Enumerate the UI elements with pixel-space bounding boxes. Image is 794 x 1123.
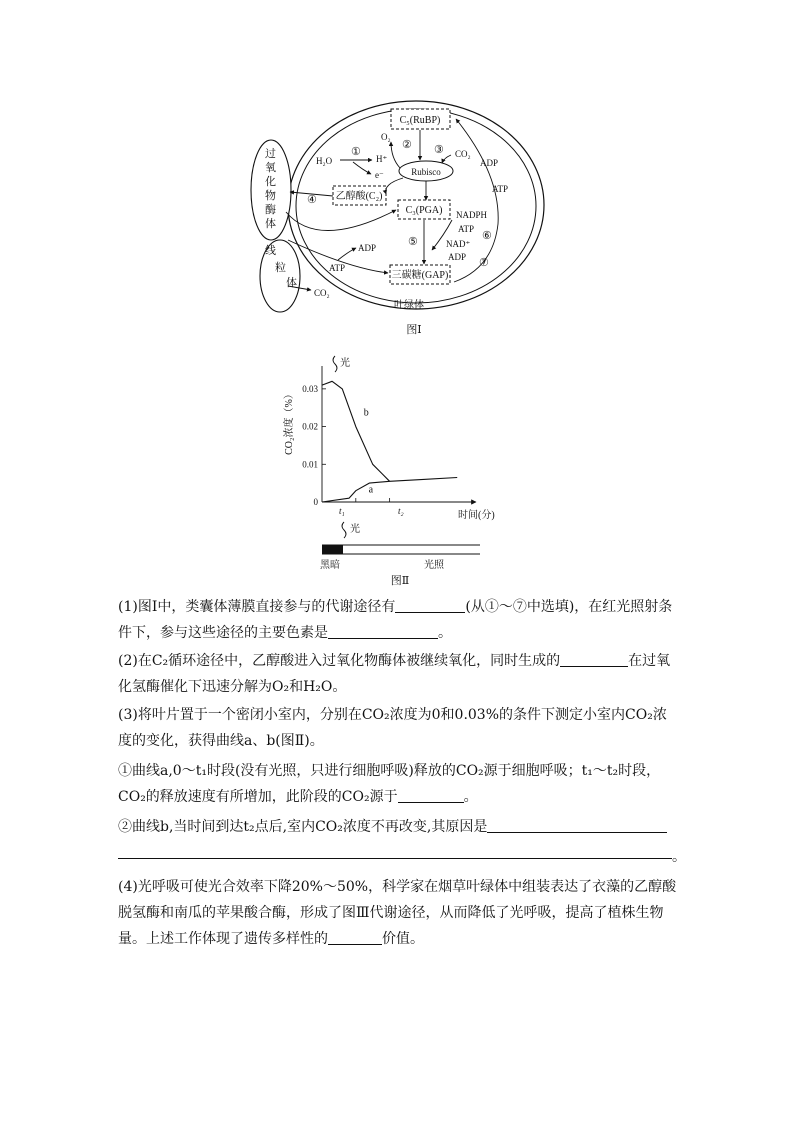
y-tick-label: 0.01 <box>302 459 318 470</box>
mito-char-1: 线 <box>265 245 276 257</box>
t2-label: t₂ <box>398 506 404 516</box>
q3-2-text: ②曲线b,当时间到达t₂点后,室内CO₂浓度不再改变,其原因是 <box>118 819 488 835</box>
y-tick-label: 0.02 <box>302 421 318 432</box>
h2o-label: H₂O <box>316 156 333 166</box>
chart-plot-area <box>302 366 476 507</box>
dark-label: 黑暗 <box>320 560 340 571</box>
step-5-label: ⑤ <box>408 236 418 248</box>
step-2-label: ② <box>402 139 412 151</box>
nadph-label: NADPH <box>456 210 488 220</box>
figure-2-caption: 图Ⅱ <box>390 575 410 587</box>
rubp-label: C₅(RuBP) <box>399 115 441 126</box>
nadplus-label: NAD⁺ <box>446 239 471 249</box>
atp-label-right: ATP <box>492 184 509 194</box>
atp-label-mid: ATP <box>458 224 475 234</box>
question-1 <box>118 594 678 646</box>
series-b-line <box>322 381 390 481</box>
q4-answer-blank[interactable] <box>328 928 382 945</box>
chloroplast-label: 叶绿体 <box>394 300 424 311</box>
step-6-label: ⑥ <box>482 230 492 242</box>
figure-1-caption: 图Ⅰ <box>406 324 422 336</box>
step-1-label: ① <box>351 146 361 158</box>
rubisco-label: Rubisco <box>411 167 441 177</box>
q3-2-end: 。 <box>672 849 686 865</box>
x-axis-label: 时间(分) <box>458 510 495 521</box>
series-b-label: b <box>363 407 369 419</box>
light-bottom-squiggle <box>342 522 346 538</box>
step-4-label: ④ <box>307 194 317 206</box>
q3-text: (3)将叶片置于一个密闭小室内，分别在CO₂浓度为0和0.03%的条件下测定小室内CO₂浓度的变化，获得曲线a、b(图Ⅱ)。 <box>118 707 667 749</box>
adp-label-mid: ADP <box>448 252 467 262</box>
glycolate-label: 乙醇酸(C₂) <box>335 191 383 202</box>
q4-text-b: 价值。 <box>382 931 424 947</box>
q1-text-a: (1)图Ⅰ中，类囊体薄膜直接参与的代谢途径有 <box>118 599 396 615</box>
pga-label: C₃(PGA) <box>405 205 443 216</box>
q3-1-answer-blank[interactable] <box>398 786 464 803</box>
co2-label-bottom: CO₂ <box>314 288 330 298</box>
q4-text-a: (4)光呼吸可使光合效率下降20%～50%，科学家在烟草叶绿体中组装表达了衣藻的乙醇酸脱氢酶和南瓜的苹果酸合酶，形成了图Ⅲ代谢途径，从而降低了光呼吸，提高了植株生物量。上述工作体现了遗传多样性的 <box>118 879 677 947</box>
figure-1-diagram <box>248 100 558 340</box>
q3-2-answer-blank-2[interactable] <box>118 840 672 859</box>
atp-label-left: ATP <box>329 263 346 273</box>
question-3-1 <box>118 758 678 810</box>
series-a-label: a <box>368 484 374 496</box>
light-on-top-label: 光 <box>340 358 350 369</box>
step-7-label: ⑦ <box>479 257 489 269</box>
question-3 <box>118 702 678 754</box>
adp-label-right: ADP <box>480 158 499 168</box>
q3-2-answer-blank-1[interactable] <box>487 816 667 833</box>
step-3-label: ③ <box>434 144 444 156</box>
gap-label: 三碳糖(GAP) <box>391 270 449 281</box>
question-4 <box>118 874 678 952</box>
q1-text-b: (从①～⑦中选填)，在红光照射条件下，参与这些途径的主要色素是 <box>118 599 673 641</box>
o2-label: O₂ <box>381 132 391 142</box>
peroxisome-char-5: 酶 <box>265 204 276 216</box>
peroxisome-char-2: 氧 <box>265 162 276 174</box>
y-axis-label: CO₂浓度（%） <box>284 389 295 455</box>
dark-period-bar <box>322 545 343 554</box>
q3-1-text-b: 。 <box>463 789 478 805</box>
hplus-label: H⁺ <box>376 154 388 164</box>
peroxisome-char-3: 化 <box>265 176 276 188</box>
q3-1-text-a: ①曲线a,0～t₁时段(没有光照，只进行细胞呼吸)释放的CO₂源于细胞呼吸；t₁～t₂时段，CO₂的释放速度有所增加，此阶段的CO₂源于 <box>118 763 661 805</box>
light-on-bottom-label: 光 <box>350 524 360 535</box>
pathway-arrows <box>286 119 498 290</box>
q2-text-b: 在过氧化氢酶催化下迅速分解为O₂和H₂O。 <box>118 653 671 695</box>
co2-label-top: CO₂ <box>455 149 471 159</box>
question-2 <box>118 648 678 700</box>
q2-text-a: (2)在C₂循环途径中，乙醇酸进入过氧化物酶体被继续氧化，同时生成的 <box>118 653 561 669</box>
y-tick-label: 0 <box>313 497 318 507</box>
question-3-2 <box>118 814 686 865</box>
q1-answer-blank-1[interactable] <box>395 596 465 613</box>
mito-char-3: 体 <box>286 277 297 289</box>
eminus-label: e⁻ <box>375 170 384 180</box>
mito-char-2: 粒 <box>275 262 286 274</box>
figure-2-chart <box>280 352 520 592</box>
light-label: 光照 <box>424 560 444 571</box>
peroxisome-char-6: 体 <box>265 218 276 230</box>
light-top-squiggle <box>333 356 337 372</box>
adp-label-left: ADP <box>358 243 377 253</box>
q2-answer-blank[interactable] <box>560 650 628 667</box>
q1-answer-blank-2[interactable] <box>328 622 438 639</box>
peroxisome-char-1: 过 <box>265 148 276 160</box>
q1-text-c: 。 <box>438 625 452 641</box>
y-tick-label: 0.03 <box>302 383 318 394</box>
t1-label: t₁ <box>339 506 345 516</box>
peroxisome-char-4: 物 <box>265 190 276 202</box>
